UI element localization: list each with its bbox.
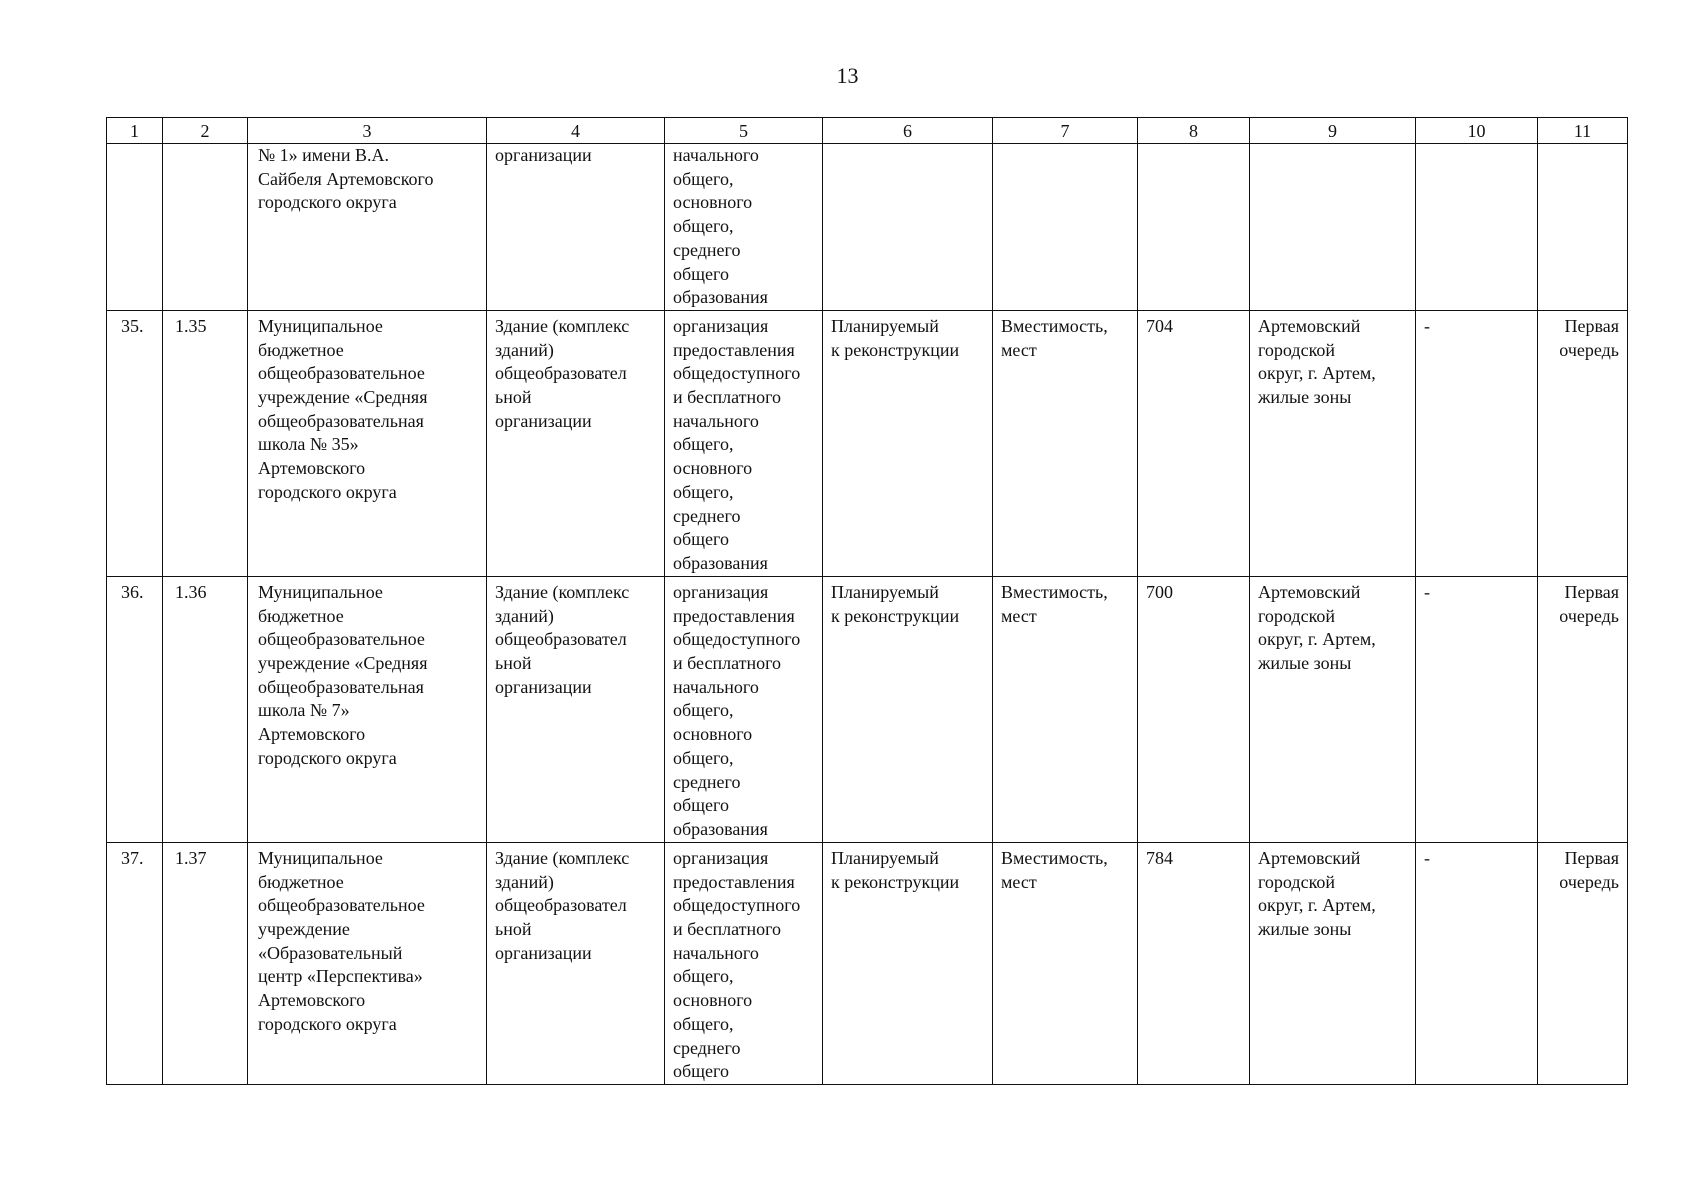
row-index-cell xyxy=(107,842,163,1084)
object-purpose: начального общего, основного общего, среднего общего образования xyxy=(673,145,768,308)
row-index-cell xyxy=(107,144,163,311)
object-status: Планируемый к реконструкции xyxy=(831,847,960,892)
object-name-cell xyxy=(248,310,487,576)
stage-cell xyxy=(1538,842,1628,1084)
object-purpose-cell xyxy=(665,842,823,1084)
characteristic-value-cell xyxy=(1138,576,1250,842)
location-cell xyxy=(1250,576,1416,842)
characteristic-value-cell xyxy=(1138,144,1250,311)
characteristic-cell xyxy=(993,144,1138,311)
characteristic-value: 700 xyxy=(1146,581,1173,602)
column-number-5: 5 xyxy=(665,118,823,144)
column-number-11: 11 xyxy=(1538,118,1628,144)
column-number-2: 2 xyxy=(163,118,248,144)
table-row-continuation xyxy=(107,144,1628,311)
zone-cell xyxy=(1416,310,1538,576)
characteristic-value: 704 xyxy=(1146,315,1173,336)
object-status: Планируемый к реконструкции xyxy=(831,315,960,360)
column-number-9: 9 xyxy=(1250,118,1416,144)
location: Артемовский городской округ, г. Артем, жилые зоны xyxy=(1258,581,1376,674)
location-cell xyxy=(1250,310,1416,576)
table-row xyxy=(107,576,1628,842)
row-index: 35. xyxy=(121,315,144,336)
row-index: 37. xyxy=(121,847,144,868)
object-code-cell xyxy=(163,144,248,311)
zone: - xyxy=(1424,581,1430,602)
stage-cell xyxy=(1538,310,1628,576)
characteristic-value-cell xyxy=(1138,310,1250,576)
object-name: Муниципальное бюджетное общеобразовательное учреждение «Средняя общеобразовательная школа № 7» Артемовского городского округа xyxy=(258,581,428,768)
object-name-cell xyxy=(248,144,487,311)
object-type: Здание (комплекс зданий) общеобразовател ьной организации xyxy=(495,315,630,431)
object-status: Планируемый к реконструкции xyxy=(831,581,960,626)
object-status-cell xyxy=(823,310,993,576)
column-number-7: 7 xyxy=(993,118,1138,144)
characteristic-cell xyxy=(993,310,1138,576)
object-name: Муниципальное бюджетное общеобразовательное учреждение «Образовательный центр «Перспектива» Артемовского городского округа xyxy=(258,847,425,1034)
characteristic: Вместимость, мест xyxy=(1001,581,1108,626)
column-number-3: 3 xyxy=(248,118,487,144)
column-number-6: 6 xyxy=(823,118,993,144)
characteristic: Вместимость, мест xyxy=(1001,847,1108,892)
stage: Первая очередь xyxy=(1559,581,1619,626)
object-type: Здание (комплекс зданий) общеобразовател ьной организации xyxy=(495,581,630,697)
object-code: 1.36 xyxy=(175,581,207,602)
object-name: Муниципальное бюджетное общеобразовательное учреждение «Средняя общеобразовательная школа № 35» Артемовского городского округа xyxy=(258,315,428,502)
object-code-cell xyxy=(163,310,248,576)
characteristic-cell xyxy=(993,576,1138,842)
page-number: 13 xyxy=(836,63,859,88)
object-purpose: организация предоставления общедоступного и бесплатного начального общего, основного общего, среднего общего образования xyxy=(673,581,801,839)
object-code-cell xyxy=(163,576,248,842)
zone-cell xyxy=(1416,842,1538,1084)
object-status-cell xyxy=(823,144,993,311)
location: Артемовский городской округ, г. Артем, жилые зоны xyxy=(1258,315,1376,408)
object-purpose-cell xyxy=(665,310,823,576)
row-index: 36. xyxy=(121,581,144,602)
characteristic-value-cell xyxy=(1138,842,1250,1084)
column-number-10: 10 xyxy=(1416,118,1538,144)
object-type-cell xyxy=(487,576,665,842)
object-purpose: организация предоставления общедоступного и бесплатного начального общего, основного общего, среднего общего образования xyxy=(673,315,801,573)
object-purpose-cell xyxy=(665,576,823,842)
stage: Первая очередь xyxy=(1559,315,1619,360)
characteristic: Вместимость, мест xyxy=(1001,315,1108,360)
object-name-cell xyxy=(248,842,487,1084)
object-purpose-cell xyxy=(665,144,823,311)
characteristic-cell xyxy=(993,842,1138,1084)
characteristic-value: 784 xyxy=(1146,847,1173,868)
object-status-cell xyxy=(823,576,993,842)
zone: - xyxy=(1424,847,1430,868)
zone: - xyxy=(1424,315,1430,336)
facilities-table xyxy=(106,117,1628,1085)
object-purpose: организация предоставления общедоступного и бесплатного начального общего, основного общего, среднего общего xyxy=(673,847,801,1082)
column-number-4: 4 xyxy=(487,118,665,144)
column-number-1: 1 xyxy=(107,118,163,144)
table-row xyxy=(107,310,1628,576)
location: Артемовский городской округ, г. Артем, жилые зоны xyxy=(1258,847,1376,940)
object-code: 1.35 xyxy=(175,315,207,336)
object-type-cell xyxy=(487,144,665,311)
object-type-cell xyxy=(487,310,665,576)
row-index-cell xyxy=(107,576,163,842)
zone-cell xyxy=(1416,144,1538,311)
object-code: 1.37 xyxy=(175,847,207,868)
object-type: организации xyxy=(495,145,592,165)
location-cell xyxy=(1250,842,1416,1084)
object-name: № 1» имени В.А. Сайбеля Артемовского городского округа xyxy=(258,145,434,213)
location-cell xyxy=(1250,144,1416,311)
object-code-cell xyxy=(163,842,248,1084)
object-status-cell xyxy=(823,842,993,1084)
column-number-8: 8 xyxy=(1138,118,1250,144)
table-row xyxy=(107,842,1628,1084)
object-type: Здание (комплекс зданий) общеобразовател ьной организации xyxy=(495,847,630,963)
stage-cell xyxy=(1538,144,1628,311)
object-type-cell xyxy=(487,842,665,1084)
object-name-cell xyxy=(248,576,487,842)
row-index-cell xyxy=(107,310,163,576)
stage-cell xyxy=(1538,576,1628,842)
stage: Первая очередь xyxy=(1559,847,1619,892)
column-number-header-row xyxy=(107,118,1628,144)
zone-cell xyxy=(1416,576,1538,842)
